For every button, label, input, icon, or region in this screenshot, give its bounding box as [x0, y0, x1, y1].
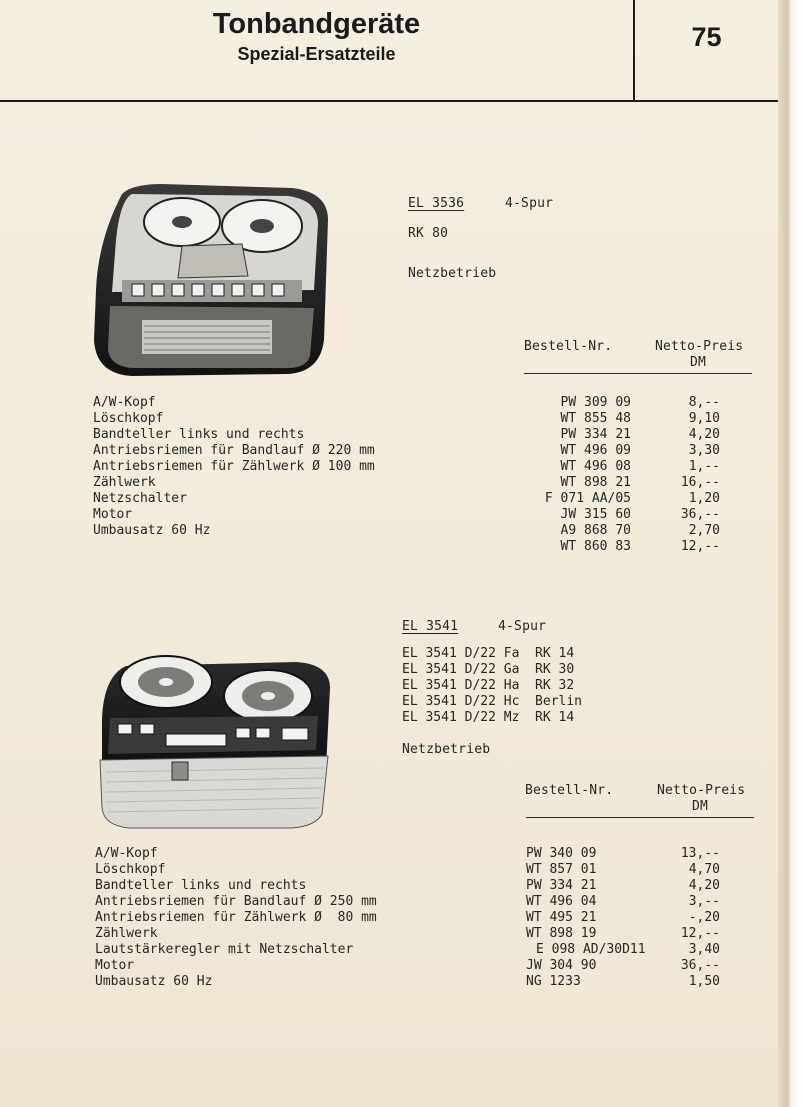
part-name: Motor — [95, 958, 135, 973]
price: 3,40 — [688, 942, 720, 957]
price: 3,-- — [688, 894, 720, 909]
part-name: Antriebsriemen für Zählwerk Ø 100 mm — [93, 459, 375, 474]
page-number: 75 — [691, 22, 722, 52]
parts-names — [93, 395, 375, 555]
model-variant: EL 3541 D/22 Mz RK 14 — [402, 710, 575, 725]
order-number: WT 898 21 — [560, 475, 631, 490]
track-type: 4-Spur — [498, 619, 547, 634]
parts-names — [95, 846, 377, 990]
price: 4,20 — [688, 427, 720, 442]
order-number: WT 860 83 — [560, 539, 631, 554]
price: 1,20 — [688, 491, 720, 506]
model-variant: EL 3541 D/22 Ga RK 30 — [402, 662, 575, 677]
price: 36,-- — [680, 958, 720, 973]
price-header: Netto-Preis — [657, 783, 746, 798]
order-number: F 071 AA/05 — [544, 491, 631, 506]
order-number: WT 496 04 — [526, 894, 597, 909]
price: 12,-- — [680, 539, 720, 554]
order-number: WT 496 08 — [560, 459, 631, 474]
order-number: PW 334 21 — [560, 427, 631, 442]
part-name: Zählwerk — [95, 926, 158, 941]
page-subtitle: Spezial-Ersatzteile — [237, 44, 396, 64]
price: 36,-- — [680, 507, 720, 522]
order-number: NG 1233 — [526, 974, 581, 989]
part-name: Umbausatz 60 Hz — [93, 523, 211, 538]
order-number: JW 304 90 — [526, 958, 597, 973]
price-header: Netto-Preis — [655, 339, 744, 354]
part-name: Löschkopf — [95, 862, 166, 877]
part-name: Bandteller links und rechts — [95, 878, 307, 893]
parts-prices — [640, 395, 720, 555]
part-name: A/W-Kopf — [93, 395, 156, 410]
model-variant: EL 3541 D/22 Ha RK 32 — [402, 678, 575, 693]
model-number: EL 3541 — [402, 619, 459, 634]
page-edge — [778, 0, 802, 1107]
price: 4,20 — [688, 878, 720, 893]
power-type: Netzbetrieb — [408, 266, 497, 281]
price: 12,-- — [680, 926, 720, 941]
part-name: Lautstärkeregler mit Netzschalter — [95, 942, 354, 957]
order-number: PW 334 21 — [526, 878, 597, 893]
part-name: Antriebsriemen für Bandlauf Ø 220 mm — [93, 443, 375, 458]
order-number: WT 857 01 — [526, 862, 597, 877]
parts-prices — [652, 846, 720, 990]
model-number: EL 3536 — [408, 196, 465, 211]
part-name: Antriebsriemen für Bandlauf Ø 250 mm — [95, 894, 377, 909]
price: 13,-- — [680, 846, 720, 861]
part-name: Löschkopf — [93, 411, 164, 426]
model-variant: EL 3541 D/22 Hc Berlin — [402, 694, 583, 709]
part-name: A/W-Kopf — [95, 846, 158, 861]
power-type: Netzbetrieb — [402, 742, 491, 757]
part-name: Netzschalter — [93, 491, 187, 506]
price: 1,-- — [688, 459, 720, 474]
price: 16,-- — [680, 475, 720, 490]
part-name — [93, 539, 375, 555]
price: 3,30 — [688, 443, 720, 458]
price: 8,-- — [688, 395, 720, 410]
order-number: JW 315 60 — [560, 507, 631, 522]
order-number: WT 495 21 — [526, 910, 597, 925]
model-variants — [402, 646, 582, 726]
order-number: PW 340 09 — [526, 846, 597, 861]
part-name: Zählwerk — [93, 475, 156, 490]
order-number: WT 496 09 — [560, 443, 631, 458]
parts-order-numbers — [508, 395, 631, 555]
price: 4,70 — [688, 862, 720, 877]
model-variant: RK 80 — [408, 226, 449, 241]
order-number: WT 855 48 — [560, 411, 631, 426]
order-number: E 098 AD/30D11 — [536, 942, 646, 957]
order-number: A9 868 70 — [560, 523, 631, 538]
order-number: WT 898 19 — [526, 926, 597, 941]
table-header-rule — [526, 817, 754, 818]
tape-recorder-photo-el3541 — [96, 648, 334, 830]
tape-recorder-photo-el3536 — [92, 180, 330, 378]
page-title: Tonbandgeräte — [212, 8, 421, 40]
part-name: Antriebsriemen für Zählwerk Ø 80 mm — [95, 910, 377, 925]
order-number: PW 309 09 — [560, 395, 631, 410]
order-number-header: Bestell-Nr. — [525, 783, 614, 798]
track-type: 4-Spur — [505, 196, 554, 211]
part-name: Umbausatz 60 Hz — [95, 974, 213, 989]
parts-order-numbers — [526, 846, 646, 990]
order-number-header: Bestell-Nr. — [524, 339, 613, 354]
price: 2,70 — [688, 523, 720, 538]
currency-header: DM — [692, 799, 709, 814]
currency-header: DM — [690, 355, 707, 370]
part-name: Motor — [93, 507, 133, 522]
model-variant: EL 3541 D/22 Fa RK 14 — [402, 646, 575, 661]
price: 1,50 — [688, 974, 720, 989]
table-header-rule — [524, 373, 752, 374]
price: -,20 — [688, 910, 720, 925]
price: 9,10 — [688, 411, 720, 426]
header-divider-vertical — [633, 0, 635, 102]
header-divider — [0, 100, 778, 102]
part-name: Bandteller links und rechts — [93, 427, 305, 442]
